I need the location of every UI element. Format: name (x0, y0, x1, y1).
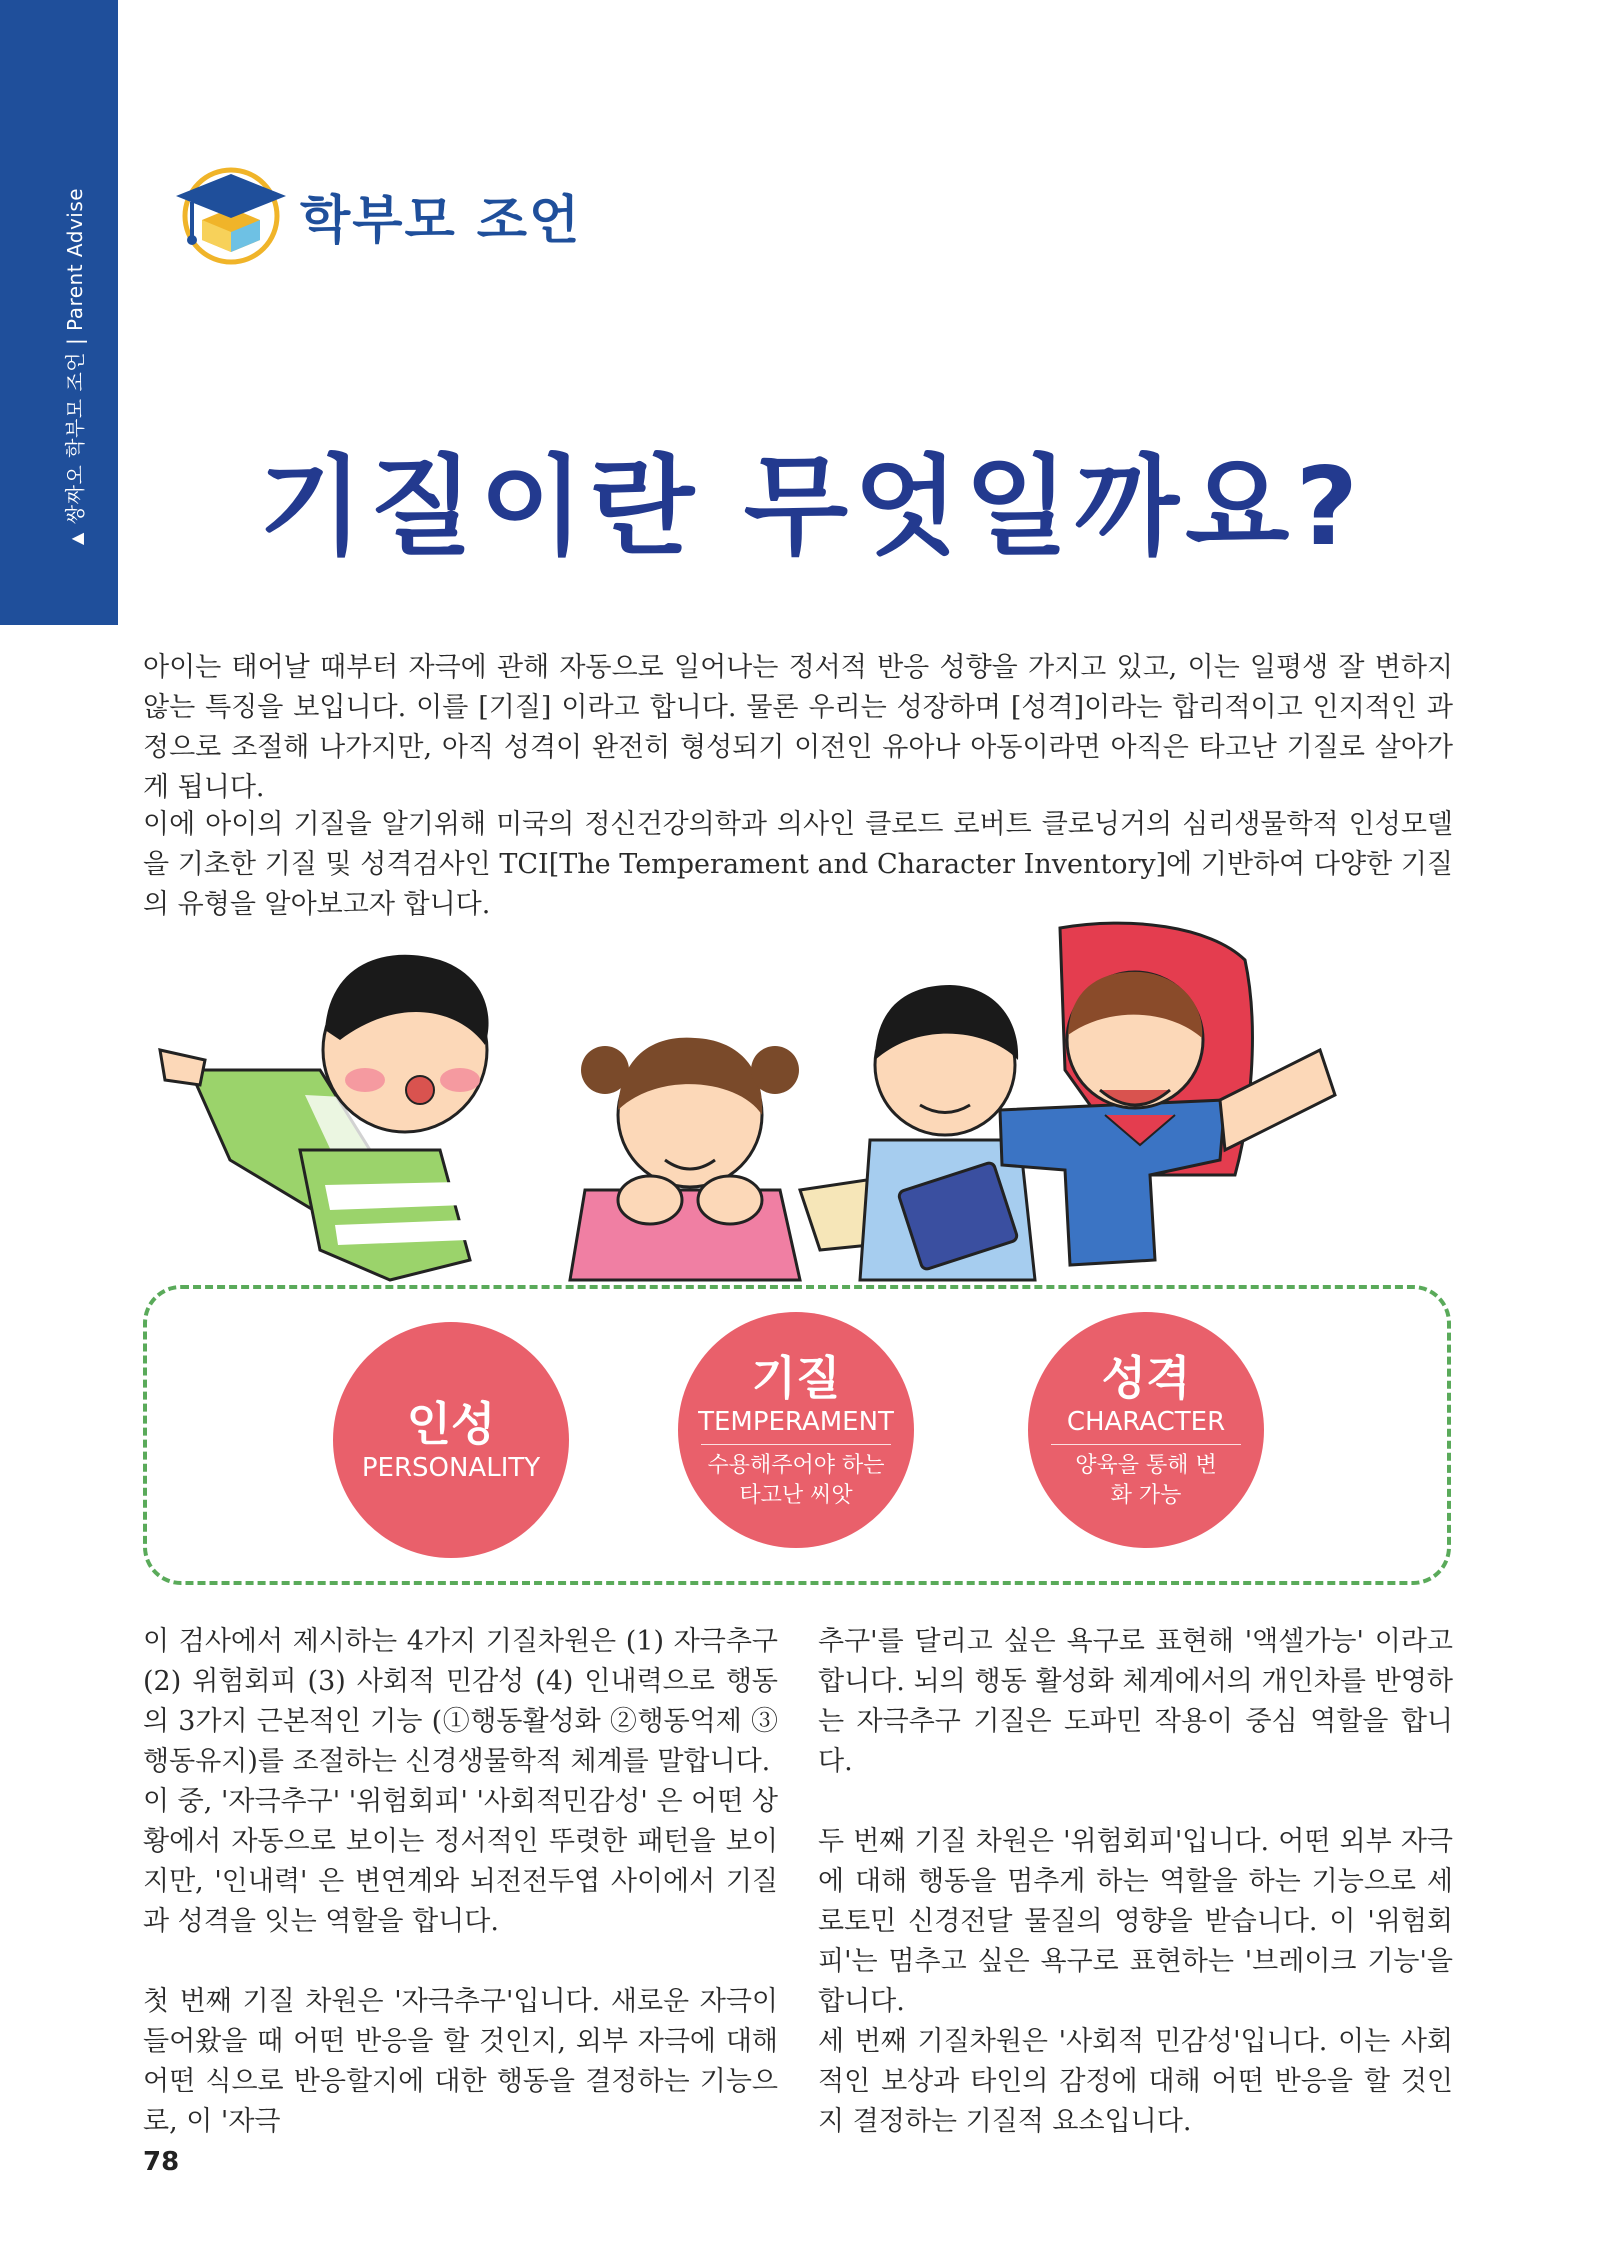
body-paragraph: 이 검사에서 제시하는 4가지 기질차원은 (1) 자극추구 (2) 위험회피 (3) 사회적 민감성 (4) 인내력으로 행동의 3가지 근본적인 기능 (①행동활성화 ②행동억제 ③행동유지)를 조절하는 신경생물학적 체계를 말합니다. (143, 1626, 778, 1777)
concept-circle-character: 성격 CHARACTER 양육을 통해 변화 가능 (1028, 1312, 1264, 1548)
children-illustration (140, 920, 1460, 1320)
page-title: 기질이란 무엇일까요? (258, 445, 1365, 570)
side-tab-label: ▲쌍짜오 학부모 조언 | Parent Advise (63, 187, 87, 545)
child-with-cape (1000, 972, 1335, 1265)
mountain-icon: ▲ (67, 532, 86, 545)
body-paragraph: 이 중, '자극추구' '위험회피' '사회적민감성' 은 어떤 상황에서 자동으로 보이는 정서적인 뚜렷한 패턴을 보이지만, '인내력' 은 변연계와 뇌전전두엽 사이에서 기질과 성격을 잇는 역할을 합니다. (143, 1786, 778, 1937)
body-right-column (818, 1622, 1453, 2142)
concept-circle-temperament: 기질 TEMPERAMENT 수용해주어야 하는 타고난 씨앗 (678, 1312, 914, 1548)
section-title: 학부모 조언 (300, 191, 582, 251)
body-left-column (143, 1622, 778, 2142)
body-paragraph: 첫 번째 기질 차원은 '자극추구'입니다. 새로운 자극이 들어왔을 때 어떤 반응을 할 것인지, 외부 자극에 대해 어떤 식으로 반응할지에 대한 행동을 결정하는 기능으로, 이 '자극 (143, 1986, 778, 2137)
body-paragraph: 두 번째 기질 차원은 '위험회피'입니다. 어떤 외부 자극에 대해 행동을 멈추게 하는 역할을 하는 기능으로 세로토민 신경전달 물질의 영향을 받습니다. 이 '위험회피'는 멈추고 싶은 욕구로 표현하는 '브레이크 기능'을 합니다. (818, 1826, 1453, 2017)
body-paragraph: 추구'를 달리고 싶은 욕구로 표현해 '액셀가능' 이라고 합니다. 뇌의 행동 활성화 체계에서의 개인차를 반영하는 자극추구 기질은 도파민 작용이 중심 역할을 합니다. (818, 1626, 1453, 1777)
divider (1051, 1444, 1241, 1445)
page-number: 78 (143, 2147, 180, 2177)
child-pointing (160, 955, 489, 1280)
intro-paragraph-1: 아이는 태어날 때부터 자극에 관해 자동으로 일어나는 정서적 반응 성향을 가지고 있고, 이는 일평생 잘 변하지 않는 특징을 보입니다. 이를 [기질] 이라고 합니다. 물론 우리는 성장하며 [성격]이라는 합리적이고 인지적인 과정으로 조절해 나가지만, 아직 성격이 완전히 형성되기 이전인 유아나 아동이라면 아직은 타고난 기질로 살아가게 됩니다. (143, 652, 1453, 803)
graduation-cap-icon (172, 160, 290, 265)
intro-paragraph-2: 이에 아이의 기질을 알기위해 미국의 정신건강의학과 의사인 클로드 로버트 클로닝거의 심리생물학적 인성모델을 기초한 기질 및 성격검사인 TCI[The Temperament and Character Inventory]에 기반하여 다양한 기질의 유형을 알아보고자 합니다. (143, 809, 1453, 920)
body-paragraph: 세 번째 기질차원은 '사회적 민감성'입니다. 이는 사회적인 보상과 타인의 감정에 대해 어떤 반응을 할 것인지 결정하는 기질적 요소입니다. (818, 2026, 1453, 2137)
concept-circle-personality: 인성 PERSONALITY (333, 1322, 569, 1558)
divider (701, 1444, 891, 1445)
